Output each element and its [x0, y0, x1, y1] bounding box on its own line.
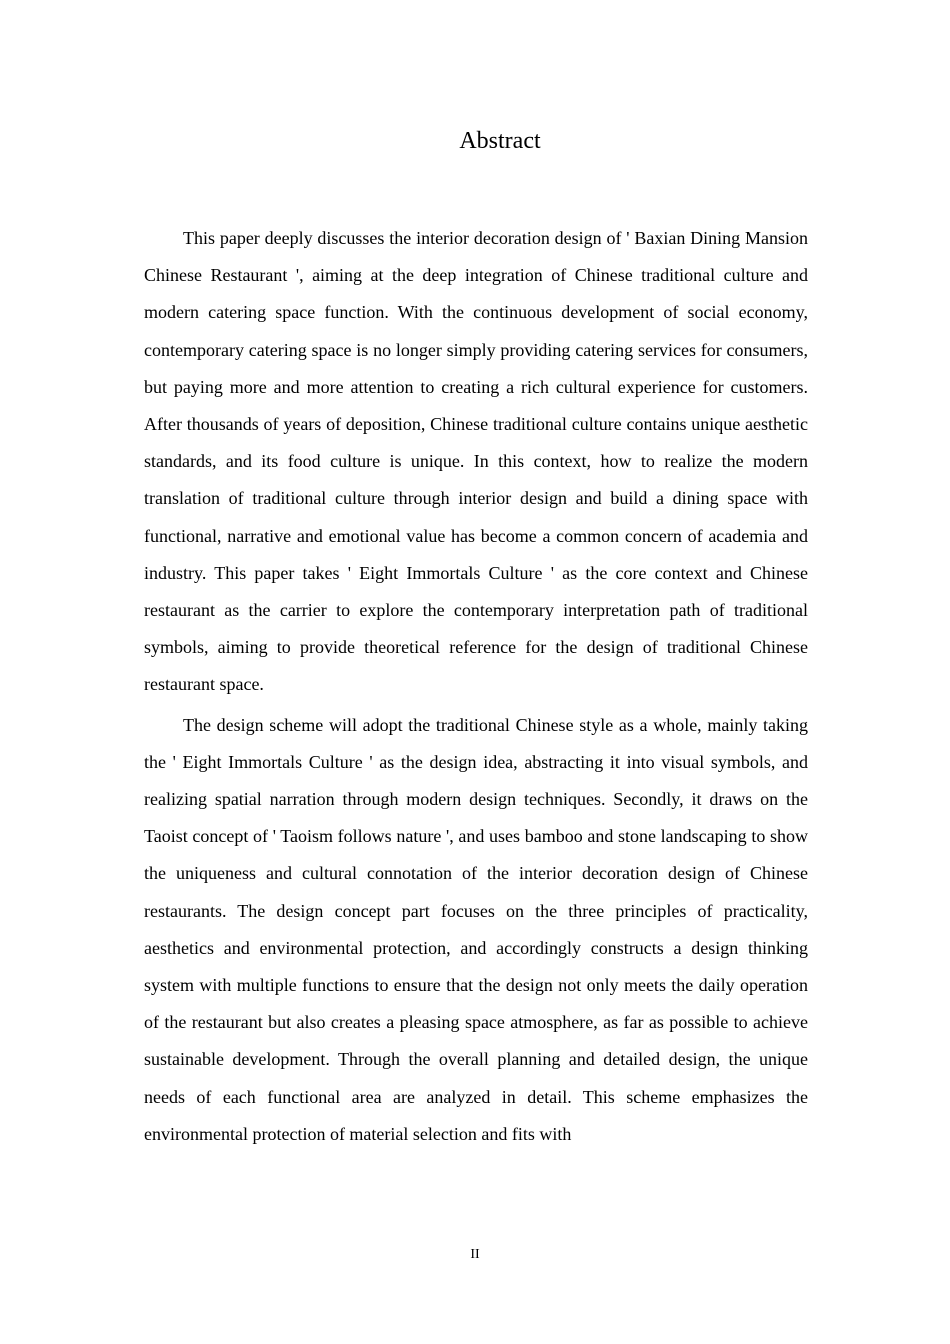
abstract-body	[144, 220, 808, 1156]
page-title: Abstract	[459, 128, 541, 154]
abstract-paragraph-2: The design scheme will adopt the traditional Chinese style as a whole, mainly taking the ' Eight Immortals Culture ' as the design idea, abstracting it into visual symbols, and realizing spatial narration through modern design techniques. Secondly, it draws on the Taoist concept of ' Taoism follows nature ', and uses bamboo and stone landscaping to show the uniqueness and cultural connotation of the interior decoration design of Chinese restaurants. The design concept part focuses on the three principles of practicality, aesthetics and environmental protection, and accordingly constructs a design thinking system with multiple functions to ensure that the design not only meets the daily operation of the restaurant but also creates a pleasing space atmosphere, as far as possible to achieve sustainable development. Through the overall planning and detailed design, the unique needs of each functional area are analyzed in detail. This scheme emphasizes the environmental protection of material selection and fits with	[144, 714, 808, 1144]
abstract-paragraph-1: This paper deeply discusses the interior decoration design of ' Baxian Dining Mansion Chinese Restaurant ', aiming at the deep integration of Chinese traditional culture and modern catering space function. With the continuous development of social economy, contemporary catering space is no longer simply providing catering services for consumers, but paying more and more attention to creating a rich cultural experience for customers. After thousands of years of deposition, Chinese traditional culture contains unique aesthetic standards, and its food culture is unique. In this context, how to realize the modern translation of traditional culture through interior design and build a dining space with functional, narrative and emotional value has become a common concern of academia and industry. This paper takes ' Eight Immortals Culture ' as the core context and Chinese restaurant as the carrier to explore the contemporary interpretation path of traditional symbols, aiming to provide theoretical reference for the design of traditional Chinese restaurant space.	[144, 228, 808, 695]
page-number: II	[470, 1247, 480, 1262]
